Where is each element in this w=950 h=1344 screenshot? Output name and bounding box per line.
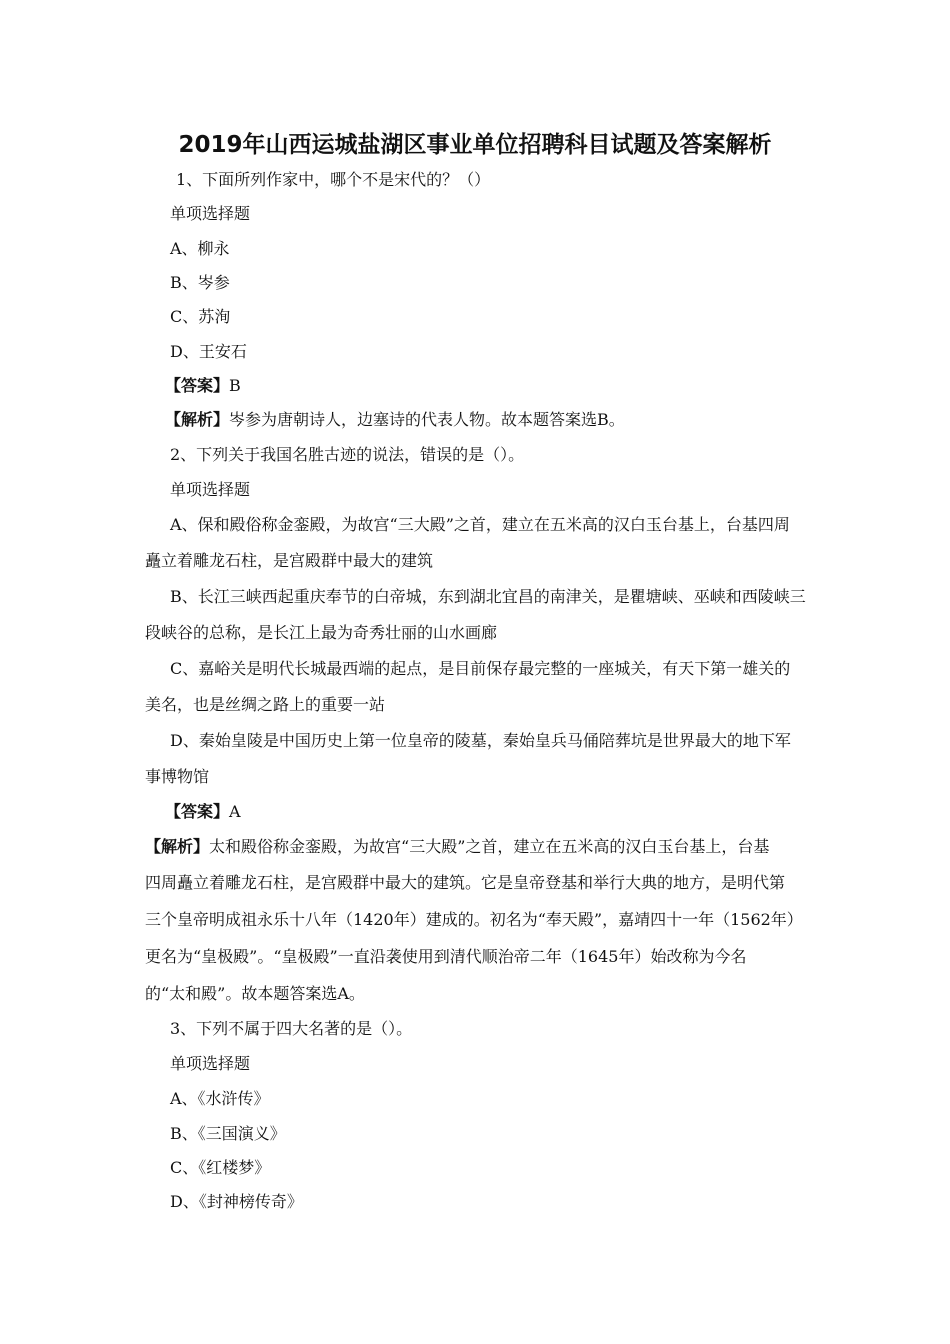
question-2-option-a-line1: A、保和殿俗称金銮殿，为故宫“三大殿”之首，建立在五米高的汉白玉台基上，台基四周: [170, 515, 790, 534]
question-2-option-c-line1: C、嘉峪关是明代长城最西端的起点，是目前保存最完整的一座城关，有天下第一雄关的: [170, 659, 791, 678]
question-2-type: 单项选择题: [170, 480, 251, 499]
analysis-tag: 【解析】: [165, 410, 230, 429]
question-2-analysis-line3: 三个皇帝明成祖永乐十八年（1420年）建成的。初名为“奉天殿”，嘉靖四十一年（1562年）: [145, 910, 803, 929]
answer-value: B: [229, 376, 241, 395]
question-3-option-d: D、《封神榜传奇》: [170, 1192, 303, 1211]
answer-value: A: [229, 802, 241, 821]
question-3-stem: 3、下列不属于四大名著的是（）。: [170, 1019, 413, 1038]
question-1-option-d: D、王安石: [170, 342, 247, 361]
question-2-stem: 2、下列关于我国名胜古迹的说法，错误的是（）。: [170, 445, 525, 464]
question-2-option-b-line2: 段峡谷的总称，是长江上最为奇秀壮丽的山水画廊: [145, 623, 498, 642]
question-3-option-a: A、《水浒传》: [170, 1089, 270, 1108]
question-3-option-b: B、《三国演义》: [170, 1124, 286, 1143]
question-1-answer: [165, 376, 241, 396]
question-2-option-d-line1: D、秦始皇陵是中国历史上第一位皇帝的陵墓，秦始皇兵马俑陪葬坑是世界最大的地下军: [170, 731, 791, 750]
analysis-tag: 【解析】: [145, 837, 210, 856]
question-2-option-c-line2: 美名，也是丝绸之路上的重要一站: [145, 695, 386, 714]
question-1-option-c: C、苏洵: [170, 307, 231, 326]
analysis-text: 岑参为唐朝诗人，边塞诗的代表人物。故本题答案选B。: [229, 410, 625, 429]
answer-tag: 【答案】: [165, 802, 230, 821]
question-1-option-b: B、岑参: [170, 273, 230, 292]
question-1-option-a: A、柳永: [170, 239, 230, 258]
question-2-option-d-line2: 事博物馆: [145, 767, 210, 786]
question-2-option-b-line1: B、长江三峡西起重庆奉节的白帝城，东到湖北宜昌的南津关，是瞿塘峡、巫峡和西陵峡三: [170, 587, 806, 606]
question-2-analysis-line5: 的“太和殿”。故本题答案选A。: [145, 984, 365, 1003]
document-title: 2019年山西运城盐湖区事业单位招聘科目试题及答案解析: [178, 132, 772, 158]
question-1-stem: 1、下面所列作家中，哪个不是宋代的？（）: [176, 170, 491, 189]
question-2-answer: [165, 802, 241, 822]
question-2-analysis-line2: 四周矗立着雕龙石柱，是宫殿群中最大的建筑。它是皇帝登基和举行大典的地方，是明代第: [145, 873, 786, 892]
question-3-option-c: C、《红楼梦》: [170, 1158, 271, 1177]
question-1-type: 单项选择题: [170, 204, 251, 223]
question-2-option-a-line2: 矗立着雕龙石柱，是宫殿群中最大的建筑: [145, 551, 434, 570]
question-1-analysis: [165, 410, 625, 430]
analysis-text: 太和殿俗称金銮殿，为故宫“三大殿”之首，建立在五米高的汉白玉台基上，台基: [209, 837, 770, 856]
question-2-analysis-line4: 更名为“皇极殿”。“皇极殿”一直沿袭使用到清代顺治帝二年（1645年）始改称为今名: [145, 947, 747, 966]
question-2-analysis-line1: [145, 837, 769, 857]
answer-tag: 【答案】: [165, 376, 230, 395]
question-3-type: 单项选择题: [170, 1054, 251, 1073]
